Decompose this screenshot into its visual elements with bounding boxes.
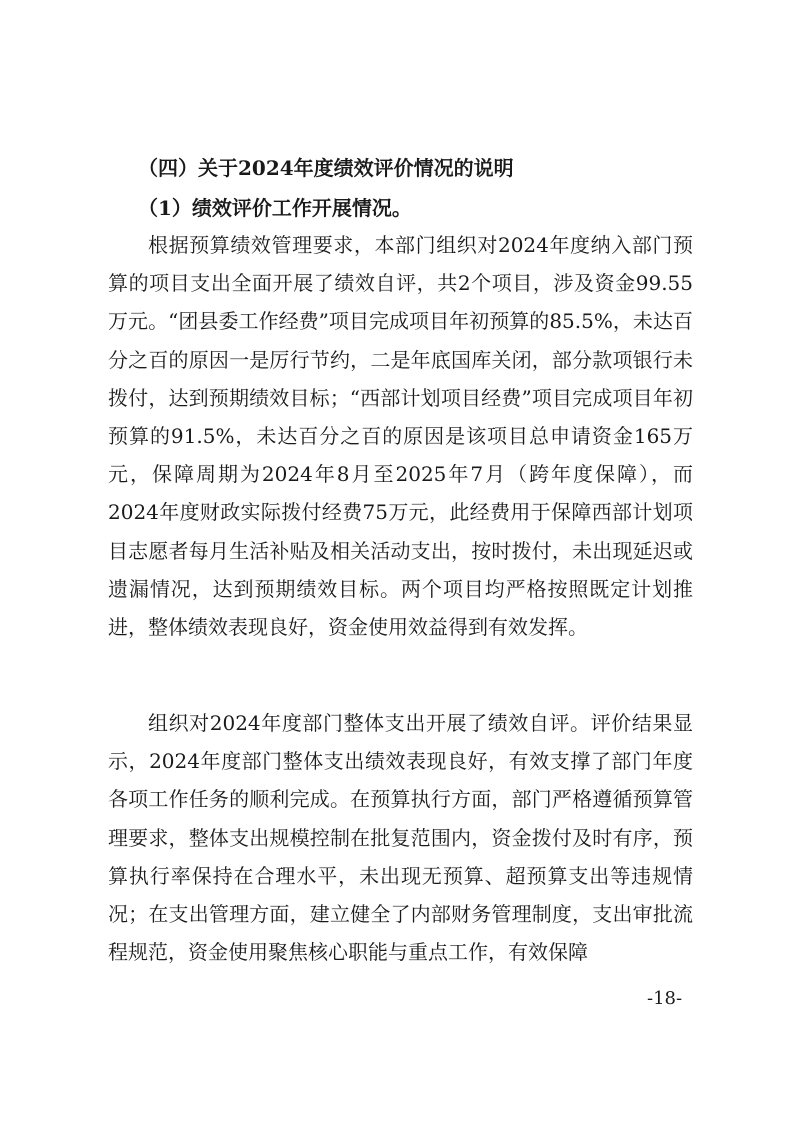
subsection-heading: （1）绩效评价工作开展情况。 (138, 196, 412, 220)
section-heading: （四）关于2024年度绩效评价情况的说明 (138, 156, 514, 180)
body-paragraph: 组织对2024年度部门整体支出开展了绩效自评。评价结果显示，2024年度部门整体支出绩效表现良好，有效支撑了部门年度各项工作任务的顺利完成。在预算执行方面，部门严格遵循预算管理要求，整体支出规模控制在批复范围内，资金拨付及时有序，预算执行率保持在合理水平，未出现无预算、超预算支出等违规情况；在支出管理方面，建立健全了内部财务管理制度，支出审批流程规范，资金使用聚焦核心职能与重点工作，有效保障 (108, 711, 693, 965)
body-paragraph: 根据预算绩效管理要求，本部门组织对2024年度纳入部门预算的项目支出全面开展了绩效自评，共2个项目，涉及资金99.55万元。“团县委工作经费”项目完成项目年初预算的85.5%，未达百分之百的原因一是厉行节约，二是年底国库关闭，部分款项银行未拨付，达到预期绩效目标；“西部计划项目经费”项目完成项目年初预算的91.5%，未达百分之百的原因是该项目总申请资金165万元，保障周期为2024年8月至2025年7月（跨年度保障），而2024年度财政实际拨付经费75万元，此经费用于保障西部计划项目志愿者每月生活补贴及相关活动支出，按时拨付，未出现延迟或遗漏情况，达到预期绩效目标。两个项目均严格按照既定计划推进，整体绩效表现良好，资金使用效益得到有效发挥。 (108, 233, 693, 640)
page-number: -18- (647, 988, 683, 1009)
